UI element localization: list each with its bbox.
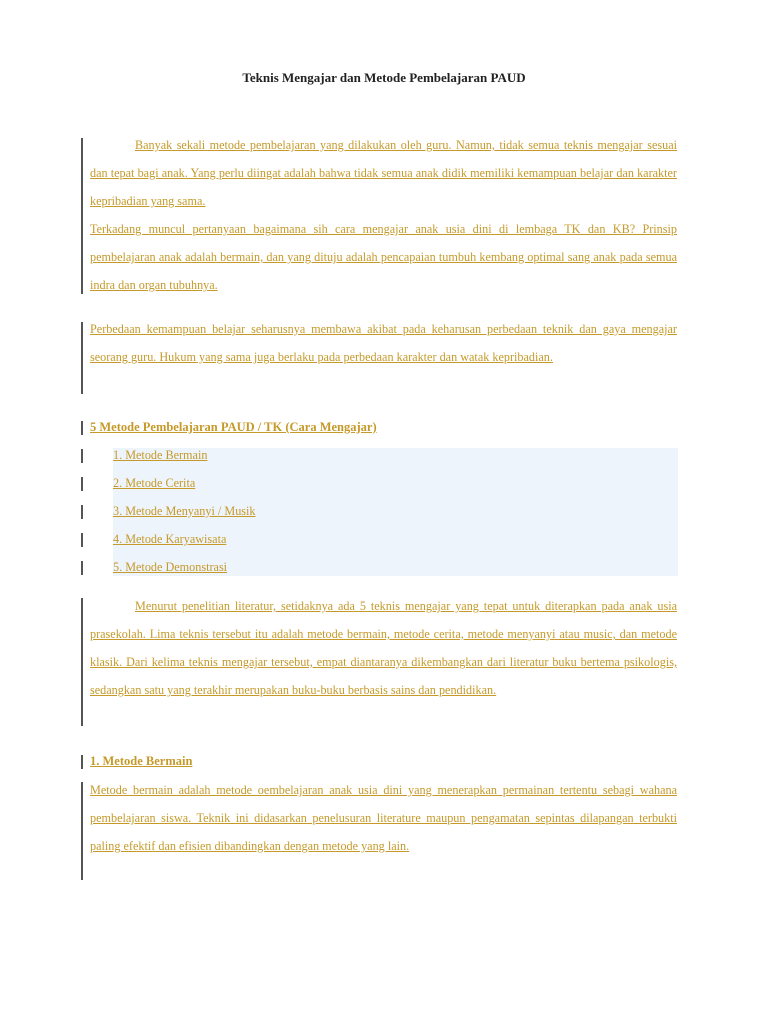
method-item-menyanyi[interactable]: 3. Metode Menyanyi / Musik bbox=[113, 504, 256, 518]
paragraph-3[interactable]: Perbedaan kemampuan belajar seharusnya membawa akibat pada keharusan perbedaan teknik dan gaya mengajar seorang guru. Hukum yang sama juga berlaku pada perbedaan karakter dan watak kepribadian. bbox=[90, 322, 677, 364]
margin-bar bbox=[81, 755, 83, 769]
paragraph-4-block bbox=[90, 592, 677, 704]
margin-bar bbox=[81, 782, 83, 880]
intro-block bbox=[90, 131, 677, 299]
margin-bar bbox=[81, 505, 83, 519]
method-item-demonstrasi[interactable]: 5. Metode Demonstrasi bbox=[113, 560, 228, 574]
method-item-bermain[interactable]: 1. Metode Bermain bbox=[113, 448, 208, 462]
margin-bar bbox=[81, 449, 83, 463]
margin-bar bbox=[81, 322, 83, 394]
margin-bar bbox=[81, 533, 83, 547]
method-item-karyawisata[interactable]: 4. Metode Karyawisata bbox=[113, 532, 227, 546]
paragraph-4[interactable]: Menurut penelitian literatur, setidaknya ada 5 teknis mengajar yang tepat untuk diterapkan pada anak usia prasekolah. Lima teknis tersebut itu adalah metode bermain, metode cerita, metode menyanyi atau music, dan metode klasik. Dari kelima teknis mengajar tersebut, empat diantaranya dikembangkan dari literatur buku bertema psikologis, sedangkan satu yang terakhir merupakan buku-buku berbasis sains dan pendidikan. bbox=[90, 599, 677, 697]
paragraph-1[interactable]: Banyak sekali metode pembelajaran yang dilakukan oleh guru. Namun, tidak semua teknis mengajar sesuai dan tepat bagi anak. Yang perlu diingat adalah bahwa tidak semua anak didik memiliki kemampuan belajar dan karakter kepribadian yang sama. bbox=[90, 138, 677, 208]
methods-heading[interactable]: 5 Metode Pembelajaran PAUD / TK (Cara Mengajar) bbox=[90, 420, 377, 434]
paragraph-3-block bbox=[90, 315, 677, 371]
paragraph-5-block bbox=[90, 776, 677, 860]
paragraph-5[interactable]: Metode bermain adalah metode oembelajaran anak usia dini yang menerapkan permainan tertentu sebagi wahana pembelajaran siswa. Teknik ini didasarkan penelusuran literature maupun pengamatan sepintas dilapangan terbukti paling efektif dan efisien dibandingkan dengan metode yang lain. bbox=[90, 783, 677, 853]
margin-bar bbox=[81, 477, 83, 491]
margin-bar bbox=[81, 561, 83, 575]
margin-bar bbox=[81, 598, 83, 726]
margin-bar bbox=[81, 421, 83, 435]
method-item-cerita[interactable]: 2. Metode Cerita bbox=[113, 476, 196, 490]
paragraph-2[interactable]: Terkadang muncul pertanyaan bagaimana sih cara mengajar anak usia dini di lembaga TK dan KB? Prinsip pembelajaran anak adalah bermain, dan yang dituju adalah pencapaian tumbuh kembang optimal sang anak pada semua indra dan organ tubuhnya. bbox=[90, 222, 677, 292]
document-title: Teknis Mengajar dan Metode Pembelajaran PAUD bbox=[242, 70, 526, 85]
margin-bar bbox=[81, 138, 83, 294]
bermain-heading[interactable]: 1. Metode Bermain bbox=[90, 754, 193, 768]
